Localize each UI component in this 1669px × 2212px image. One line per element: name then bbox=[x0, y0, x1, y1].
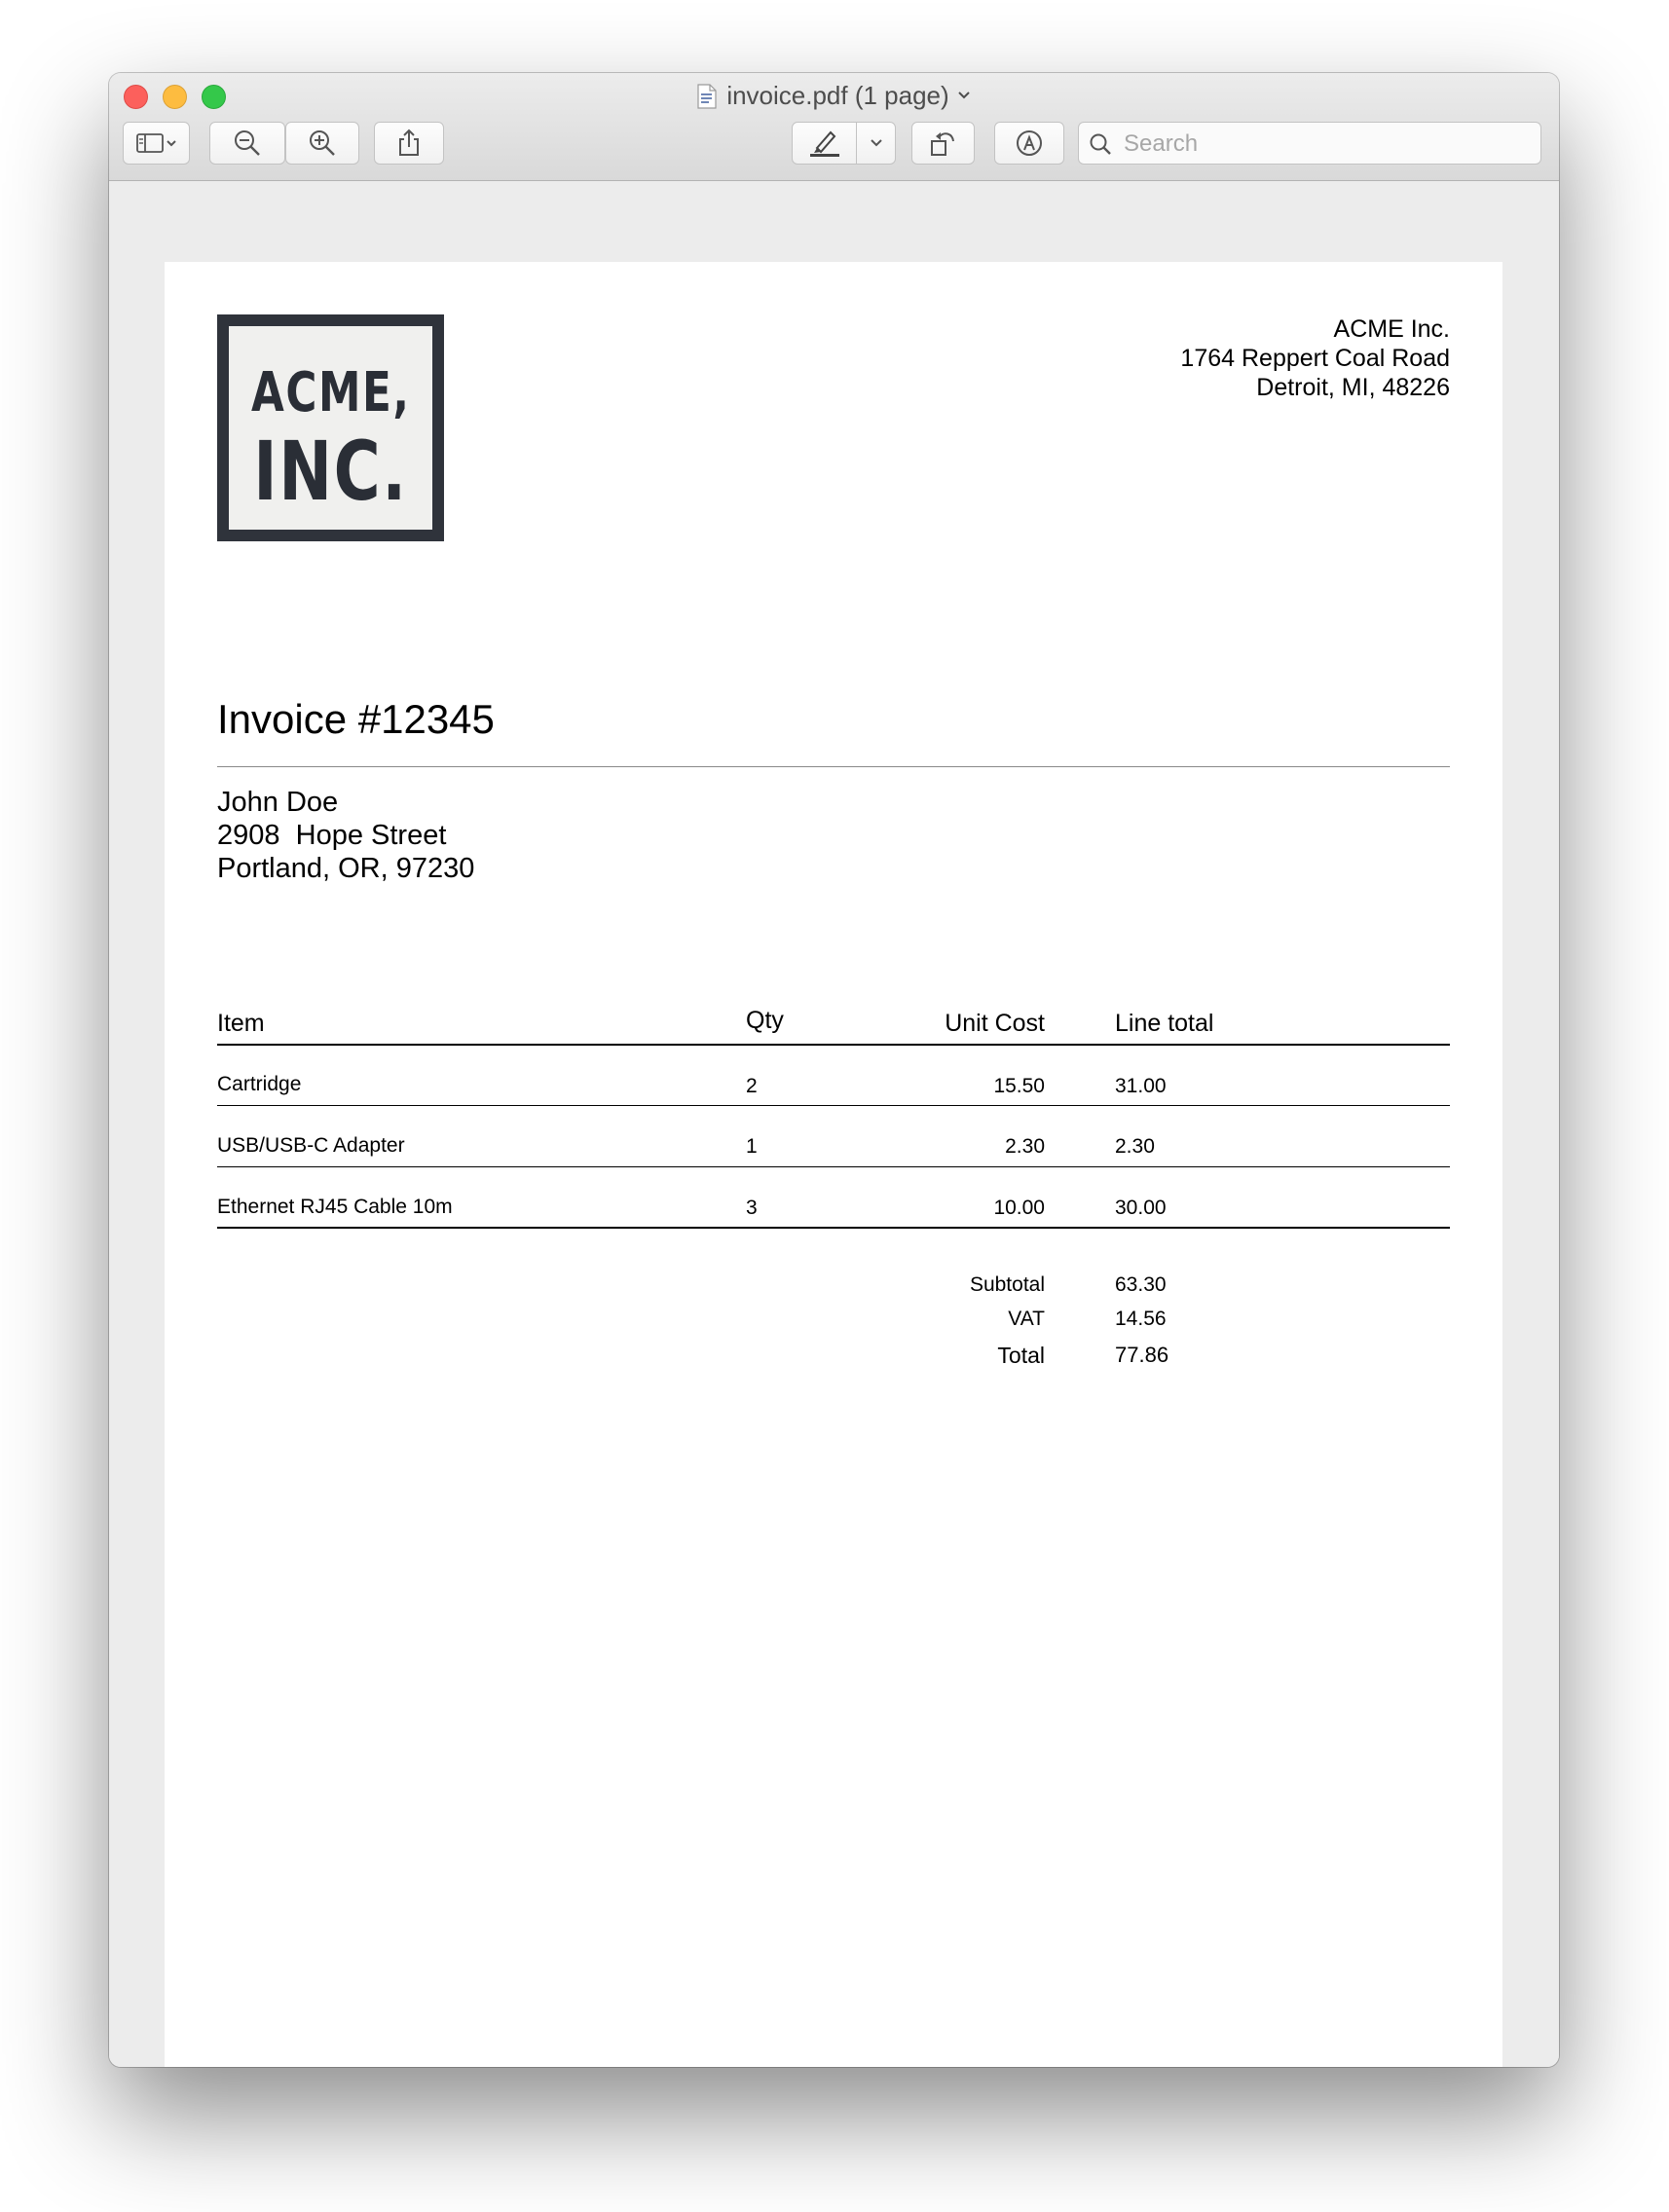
title-bar bbox=[109, 73, 1559, 181]
row-3-item: Ethernet RJ45 Cable 10m bbox=[217, 1196, 453, 1218]
company-name: ACME Inc. bbox=[1333, 315, 1450, 343]
pdf-page bbox=[165, 262, 1502, 2067]
window-title[interactable] bbox=[109, 81, 1559, 110]
search-input[interactable] bbox=[1122, 129, 1525, 160]
row-1-unit-cost: 15.50 bbox=[993, 1075, 1045, 1097]
window-title-text: invoice.pdf (1 page) bbox=[726, 81, 949, 110]
header-divider bbox=[217, 1044, 1450, 1046]
customer-name: John Doe bbox=[217, 787, 339, 818]
search-icon bbox=[1089, 132, 1112, 156]
title-divider bbox=[217, 766, 1450, 767]
chevron-down-icon bbox=[957, 89, 971, 102]
total-label: Total bbox=[997, 1343, 1045, 1368]
row-3-line-total: 30.00 bbox=[1115, 1197, 1167, 1219]
row-3-unit-cost: 10.00 bbox=[993, 1197, 1045, 1219]
row-divider bbox=[217, 1105, 1450, 1106]
row-2-line-total: 2.30 bbox=[1115, 1135, 1155, 1158]
subtotal-value: 63.30 bbox=[1115, 1273, 1167, 1296]
logo-line-2: INC. bbox=[253, 424, 408, 519]
company-city: Detroit, MI, 48226 bbox=[1256, 374, 1450, 401]
share-icon bbox=[396, 129, 422, 158]
col-header-line-total: Line total bbox=[1115, 1010, 1214, 1037]
zoom-out-icon bbox=[233, 129, 262, 158]
pdf-document-icon bbox=[697, 84, 717, 109]
company-address bbox=[1180, 314, 1450, 402]
col-header-qty: Qty bbox=[746, 1007, 784, 1034]
col-header-item: Item bbox=[217, 1010, 265, 1037]
chevron-down-icon bbox=[869, 135, 884, 151]
invoice-title: Invoice #12345 bbox=[217, 696, 495, 742]
col-header-unit-cost: Unit Cost bbox=[945, 1010, 1045, 1037]
highlighter-icon bbox=[807, 129, 842, 158]
row-divider bbox=[217, 1166, 1450, 1167]
row-1-qty: 2 bbox=[746, 1075, 758, 1097]
markup-button[interactable] bbox=[994, 122, 1064, 165]
subtotal-label: Subtotal bbox=[969, 1273, 1045, 1296]
vat-label: VAT bbox=[1008, 1308, 1045, 1330]
customer-city: Portland, OR, 97230 bbox=[217, 853, 475, 884]
row-2-qty: 1 bbox=[746, 1135, 758, 1158]
vat-value: 14.56 bbox=[1115, 1308, 1167, 1330]
rotate-icon bbox=[928, 128, 959, 159]
sidebar-toggle-icon bbox=[135, 131, 178, 155]
row-1-line-total: 31.00 bbox=[1115, 1075, 1167, 1097]
preview-window bbox=[109, 73, 1559, 2067]
row-3-qty: 3 bbox=[746, 1197, 758, 1219]
highlight-button[interactable] bbox=[792, 122, 857, 165]
markup-pen-icon bbox=[1015, 129, 1044, 158]
customer-address bbox=[217, 786, 474, 885]
company-street: 1764 Reppert Coal Road bbox=[1180, 345, 1450, 372]
zoom-in-button[interactable] bbox=[285, 122, 359, 165]
total-value: 77.86 bbox=[1115, 1343, 1169, 1367]
search-field[interactable] bbox=[1078, 122, 1541, 165]
table-bottom-divider bbox=[217, 1227, 1450, 1229]
row-1-item: Cartridge bbox=[217, 1073, 302, 1095]
company-logo bbox=[217, 314, 444, 541]
zoom-in-icon bbox=[308, 129, 337, 158]
highlight-menu-button[interactable] bbox=[856, 122, 896, 165]
logo-background bbox=[229, 326, 432, 530]
customer-street: 2908 Hope Street bbox=[217, 820, 447, 851]
zoom-out-button[interactable] bbox=[209, 122, 285, 165]
share-button[interactable] bbox=[374, 122, 444, 165]
rotate-button[interactable] bbox=[911, 122, 975, 165]
row-2-unit-cost: 2.30 bbox=[1005, 1135, 1045, 1158]
row-2-item: USB/USB-C Adapter bbox=[217, 1134, 405, 1157]
sidebar-toggle-button[interactable] bbox=[123, 122, 190, 165]
document-view[interactable] bbox=[109, 181, 1559, 2067]
logo-line-1: ACME, bbox=[250, 361, 411, 424]
